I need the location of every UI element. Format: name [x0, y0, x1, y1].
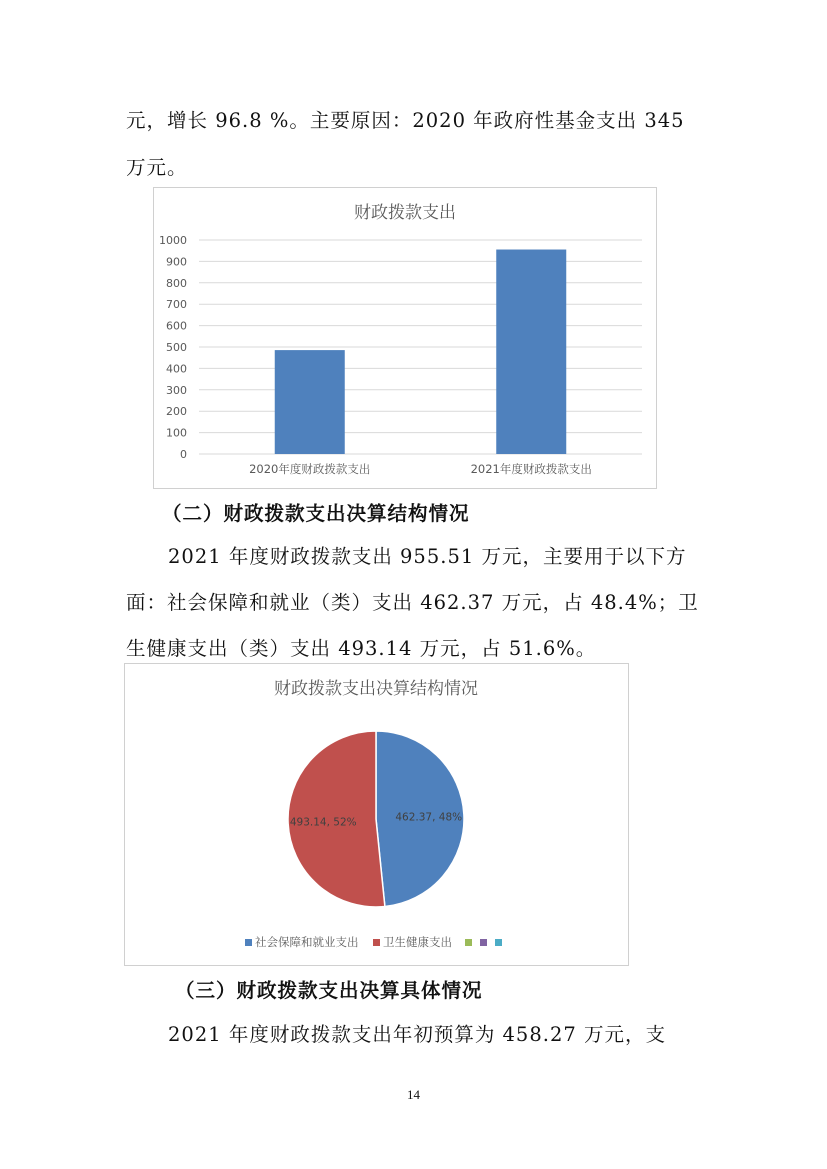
paragraph-line: 2021 年度财政拨款支出年初预算为 458.27 万元，支 [168, 1023, 666, 1046]
y-tick-label: 0 [180, 448, 187, 461]
paragraph-line: 面：社会保障和就业（类）支出 462.37 万元，占 48.4%；卫 [126, 591, 699, 614]
bar-chart [154, 188, 656, 488]
x-category-label: 2021年度财政拨款支出 [470, 462, 592, 476]
y-tick-label: 800 [166, 276, 187, 290]
section-heading: （二）财政拨款支出决算结构情况 [162, 502, 470, 525]
y-tick-label: 400 [166, 362, 187, 376]
y-tick-label: 900 [166, 255, 187, 269]
bar [275, 350, 345, 454]
pie-data-label: 462.37, 48% [395, 811, 463, 824]
legend-swatch [465, 939, 472, 946]
y-tick-label: 100 [166, 426, 187, 440]
bar [496, 250, 566, 454]
y-tick-label: 500 [166, 341, 187, 354]
legend-swatch [245, 939, 252, 946]
legend-swatch [480, 939, 487, 946]
pie-chart-container [124, 663, 629, 966]
chart-title: 财政拨款支出 [354, 203, 456, 223]
paragraph-line: 万元。 [126, 156, 188, 179]
pie-data-label: 493.14, 52% [289, 816, 357, 829]
legend-swatch [373, 939, 380, 946]
section-heading: （三）财政拨款支出决算具体情况 [175, 979, 483, 1002]
pie-chart [125, 664, 628, 965]
bar-chart-container [153, 187, 657, 489]
paragraph-line: 生健康支出（类）支出 493.14 万元，占 51.6%。 [126, 637, 597, 660]
y-tick-label: 700 [166, 298, 187, 312]
y-tick-label: 300 [166, 383, 187, 397]
page-number: 14 [407, 1087, 420, 1102]
paragraph-line: 元，增长 96.8 %。主要原因：2020 年政府性基金支出 345 [126, 109, 685, 132]
legend-label: 卫生健康支出 [383, 935, 452, 949]
y-tick-label: 1000 [159, 234, 187, 247]
y-tick-label: 600 [166, 319, 187, 333]
legend-label: 社会保障和就业支出 [255, 935, 359, 949]
legend-swatch [495, 939, 502, 946]
y-tick-label: 200 [166, 405, 187, 419]
x-category-label: 2020年度财政拨款支出 [249, 462, 371, 476]
paragraph-line: 2021 年度财政拨款支出 955.51 万元，主要用于以下方 [168, 545, 687, 568]
chart-title: 财政拨款支出决算结构情况 [274, 679, 478, 699]
